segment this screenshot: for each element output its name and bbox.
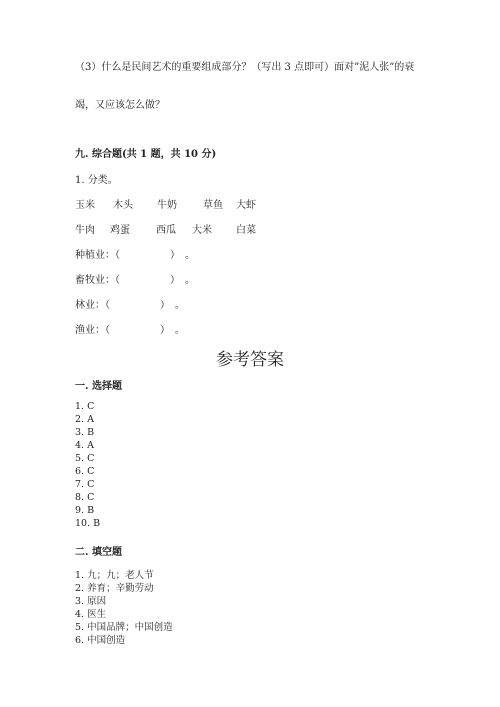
list-item: 2. 养育；辛勤劳动 [75, 583, 154, 594]
list-item: 3. B [75, 427, 95, 438]
category-forestry: 林业：（ ） 。 [75, 300, 185, 311]
list-item: 6. C [75, 466, 95, 477]
list-item: 1. C [75, 401, 95, 412]
list-item: 2. A [75, 414, 94, 425]
word-item: 白菜 [236, 225, 256, 236]
list-item: 10. B [75, 518, 101, 529]
answers-section-1-heading: 一. 选择题 [75, 381, 122, 392]
category-fishery: 渔业：（ ） 。 [75, 325, 185, 336]
word-item: 鸡蛋 [110, 225, 130, 236]
answers-title: 参考答案 [216, 350, 284, 370]
category-livestock: 畜牧业：（ ） 。 [75, 275, 195, 286]
word-item: 大虾 [236, 200, 256, 211]
question-3-line-2: 竭，又应该怎么做？ [75, 100, 165, 111]
word-item: 玉米 [75, 200, 95, 211]
word-item: 西瓜 [156, 225, 176, 236]
word-item: 草鱼 [203, 200, 223, 211]
category-planting: 种植业：（ ） 。 [75, 250, 195, 261]
list-item: 5. C [75, 453, 95, 464]
word-item: 大米 [192, 225, 212, 236]
word-item: 木头 [113, 200, 133, 211]
list-item: 3. 原因 [75, 596, 107, 607]
list-item: 4. A [75, 440, 94, 451]
section-9-heading: 九. 综合题(共 1 题，共 10 分) [75, 149, 217, 160]
list-item: 4. 医生 [75, 609, 107, 620]
list-item: 8. C [75, 492, 95, 503]
list-item: 7. C [75, 479, 95, 490]
question-3-line-1: （3）什么是民间艺术的重要组成部分？（写出 3 点即可）面对”泥人张”的衰 [75, 62, 415, 73]
answers-section-2-heading: 二. 填空题 [75, 547, 122, 558]
list-item: 5. 中国品牌；中国创造 [75, 622, 173, 633]
word-item: 牛奶 [157, 200, 177, 211]
list-item: 1. 九；九；老人节 [75, 570, 154, 581]
section-9-item-title: 1. 分类。 [75, 175, 118, 186]
list-item: 6. 中国创造 [75, 635, 126, 646]
list-item: 9. B [75, 505, 95, 516]
word-item: 牛肉 [75, 225, 95, 236]
